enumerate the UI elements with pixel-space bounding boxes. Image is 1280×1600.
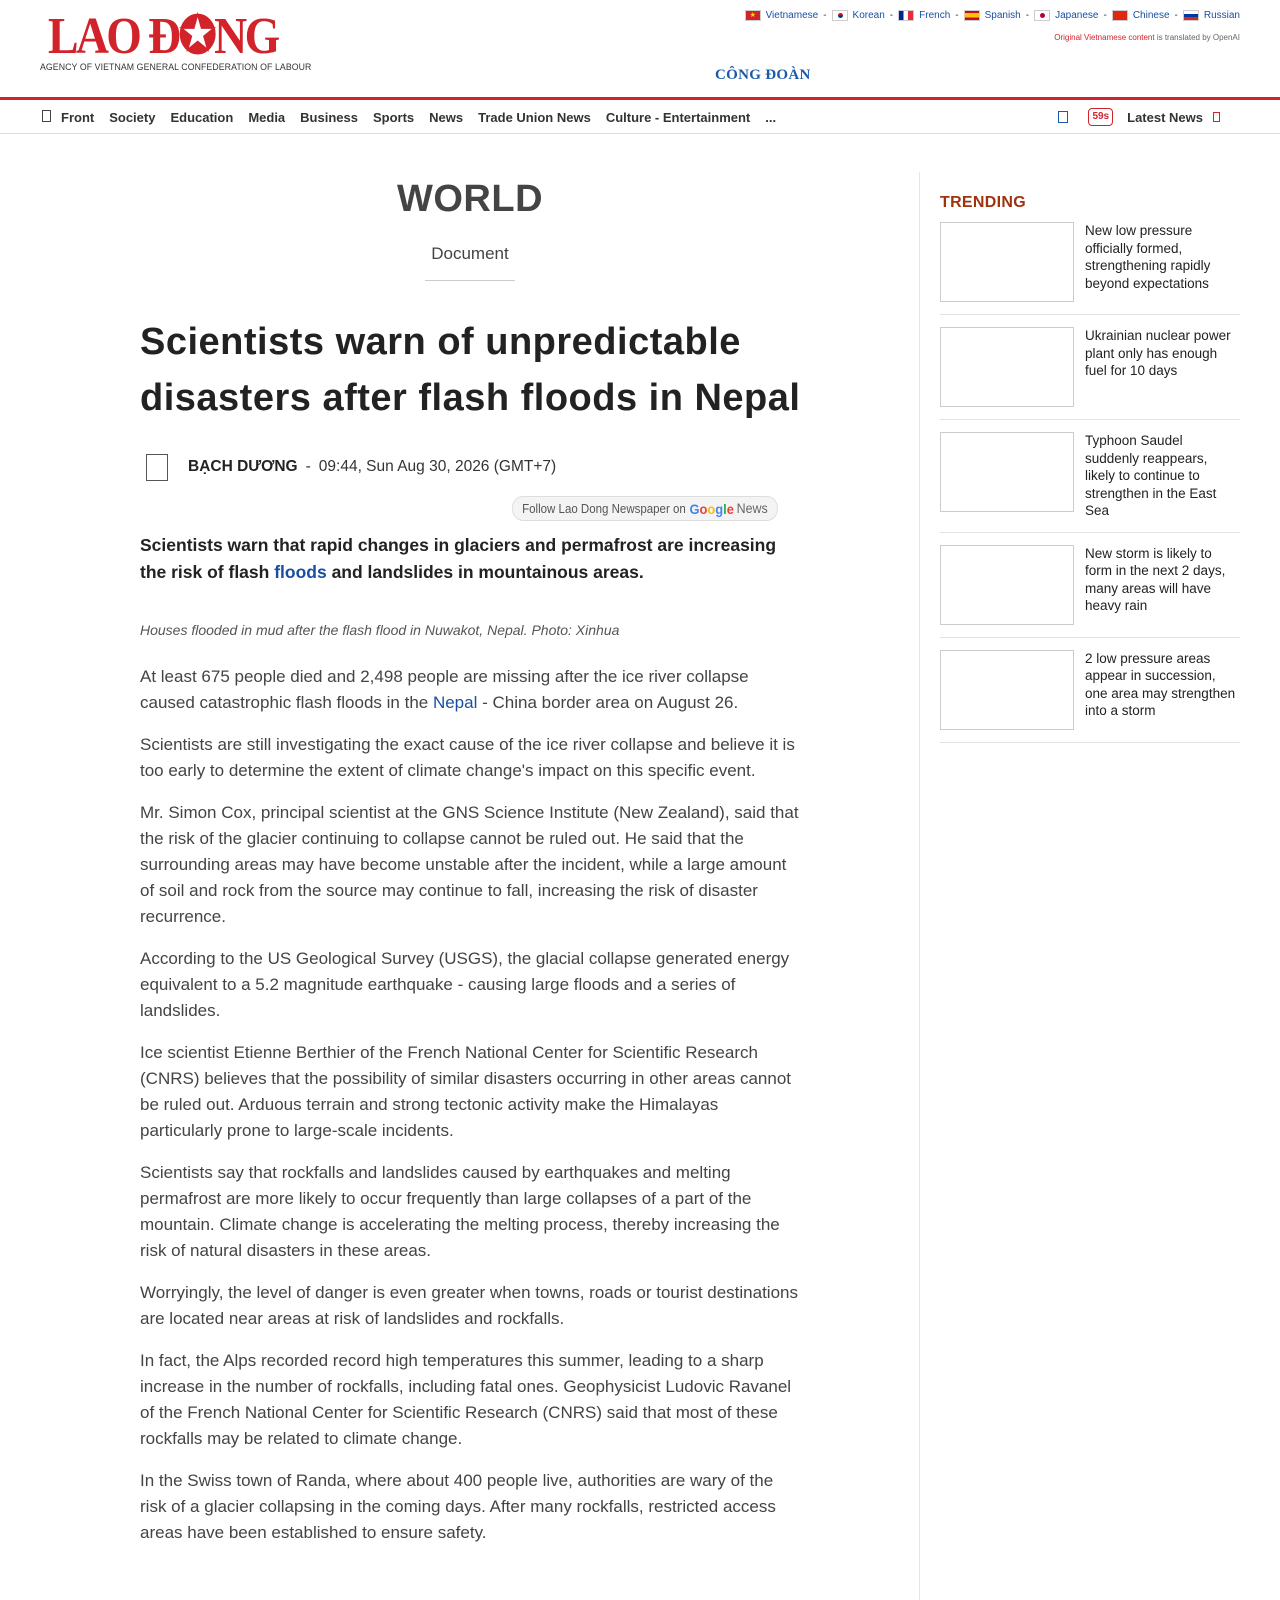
language-switcher: ★ Vietnamese - Korean - French - Spanish - Japanese - Chinese - Russian (745, 10, 1240, 21)
subsection-title[interactable]: Document (431, 244, 509, 263)
trending-thumbnail[interactable] (940, 545, 1074, 625)
trending-thumbnail[interactable] (940, 222, 1074, 302)
sidebar-divider (919, 172, 920, 1600)
nav-item-front[interactable]: Front (61, 109, 95, 125)
timer-badge[interactable]: 59s (1088, 108, 1113, 126)
nav-item-news[interactable]: News (429, 109, 464, 125)
korea-flag-icon (832, 10, 848, 21)
nav-item-media[interactable]: Media (248, 109, 286, 125)
article-summary: Scientists warn that rapid changes in glaciers and permafrost are increasing the risk of flash floods and landslides in mountainous areas. (140, 535, 777, 582)
site-logo[interactable] (40, 8, 312, 74)
star-icon: ✪ (178, 8, 215, 65)
france-flag-icon (898, 10, 914, 21)
trending-title: TRENDING (940, 194, 1026, 211)
trending-item[interactable] (940, 545, 1240, 638)
trending-list (940, 222, 1240, 755)
trending-item[interactable] (940, 222, 1240, 315)
section-divider (425, 280, 515, 281)
home-icon[interactable] (42, 110, 51, 122)
byline: BẠCH DƯƠNG - 09:44, Sun Aug 30, 2026 (GMT+7) (146, 452, 556, 482)
nav-item-trade-union-news[interactable]: Trade Union News (478, 109, 591, 125)
site-header (0, 0, 1280, 98)
trending-item[interactable] (940, 432, 1240, 533)
trending-item-title[interactable]: New low pressure officially formed, strengthening rapidly beyond expectations (1085, 223, 1211, 291)
paragraph: At least 675 people died and 2,498 people are missing after the ice river collapse caused catastrophic flash floods in the Nepal - China border area on August 26. (140, 667, 749, 712)
cong-doan-link[interactable]: CÔNG ĐOÀN (715, 67, 811, 83)
paragraph: Scientists are still investigating the exact cause of the ice river collapse and believe it is too early to determine the extent of climate change's impact on this specific event. (140, 735, 795, 780)
nav-item-culture-entertainment[interactable]: Culture - Entertainment (605, 109, 751, 125)
logo-tagline: AGENCY OF VIETNAM GENERAL CONFEDERATION OF LABOUR (40, 62, 312, 73)
main-nav (0, 100, 1280, 134)
nav-item-society[interactable]: Society (109, 109, 156, 125)
article-body (140, 664, 800, 1562)
paragraph: In fact, the Alps recorded record high temperatures this summer, leading to a sharp increase in the number of rockfalls, including fatal ones. Geophysicist Ludovic Ravanel of the French National Center for Scientific Research (CNRS) said that most of these rockfalls may be related to climate change. (140, 1351, 792, 1448)
trending-item-title[interactable]: New storm is likely to form in the next 2 days, many areas will have heavy rain (1085, 545, 1226, 613)
japan-flag-icon (1034, 10, 1050, 21)
google-news-follow-button[interactable]: Follow Lao Dong Newspaper on Google News (512, 496, 778, 521)
lang-japanese[interactable]: Japanese (1034, 10, 1098, 21)
floods-link[interactable]: floods (274, 562, 327, 582)
lang-spanish[interactable]: Spanish (964, 10, 1021, 21)
paragraph: According to the US Geological Survey (USGS), the glacial collapse generated energy equivalent to a 5.2 magnitude earthquake - causing large floods and a series of landslides. (140, 949, 790, 1020)
paragraph: In the Swiss town of Randa, where about 400 people live, authorities are wary of the risk of a glacier collapsing in the coming days. After many rockfalls, restricted access areas have been established to ensure safety. (140, 1471, 776, 1542)
author-name[interactable]: BẠCH DƯƠNG (188, 458, 298, 475)
latest-news-link[interactable]: Latest News (1127, 109, 1203, 125)
nav-item-education[interactable]: Education (170, 109, 234, 125)
article-headline: Scientists warn of unpredictable disasters after flash floods in Nepal (140, 321, 801, 419)
trending-thumbnail[interactable] (940, 327, 1074, 407)
publish-datetime: 09:44, Sun Aug 30, 2026 (GMT+7) (318, 458, 557, 475)
translation-note: Original Vietnamese content is translated by OpenAI (1054, 33, 1240, 42)
trending-item-title[interactable]: Ukrainian nuclear power plant only has enough fuel for 10 days (1085, 328, 1231, 378)
trending-thumbnail[interactable] (940, 432, 1074, 512)
paragraph: Ice scientist Etienne Berthier of the French National Center for Scientific Research (CNRS) believes that the possibility of similar disasters occurring in other areas cannot be ruled out. Arduous terrain and strong tectonic activity make the Himalayas particularly prone to large-scale incidents. (140, 1043, 791, 1140)
vietnam-flag-icon (745, 10, 761, 21)
logo-wordmark: LAO Đ✪NG (48, 8, 278, 65)
author-avatar[interactable] (146, 454, 168, 481)
spain-flag-icon (964, 10, 980, 21)
original-content-link[interactable]: Original Vietnamese content (1054, 33, 1155, 42)
paragraph: Scientists say that rockfalls and landslides caused by earthquakes and melting permafrost are more likely to occur frequently than large collapses of a part of the mountain. Climate change is accelerating the melting process, thereby increasing the risk of natural disasters in these areas. (140, 1163, 780, 1260)
google-logo: Google (689, 500, 734, 517)
lang-vietnamese[interactable]: ★ Vietnamese (745, 10, 819, 21)
russia-flag-icon (1183, 10, 1199, 21)
lang-korean[interactable]: Korean (832, 10, 885, 21)
lang-french[interactable]: French (898, 10, 950, 21)
image-caption: Houses flooded in mud after the flash flood in Nuwakot, Nepal. Photo: Xinhua (140, 622, 620, 638)
trending-item-title[interactable]: Typhoon Saudel suddenly reappears, likely to continue to strengthen in the East Sea (1085, 433, 1217, 518)
section-title[interactable]: WORLD (396, 178, 544, 220)
trending-thumbnail[interactable] (940, 650, 1074, 730)
nepal-link[interactable]: Nepal (432, 693, 478, 712)
clock-icon[interactable] (1058, 111, 1068, 123)
trending-item[interactable] (940, 327, 1240, 420)
trending-item[interactable] (940, 650, 1240, 743)
nav-item-more[interactable]: ... (765, 109, 777, 125)
bell-icon[interactable] (1213, 112, 1220, 122)
trending-item-title[interactable]: 2 low pressure areas appear in succession, one area may strengthen into a storm (1085, 650, 1236, 718)
paragraph: Mr. Simon Cox, principal scientist at the GNS Science Institute (New Zealand), said that the risk of the glacier continuing to collapse cannot be ruled out. He said that the surrounding areas may have become unstable after the incident, while a large amount of soil and rock from the source may continue to fall, increasing the risk of disaster recurrence. (140, 803, 799, 926)
china-flag-icon (1112, 10, 1128, 21)
paragraph: Worryingly, the level of danger is even greater when towns, roads or tourist destinations are located near areas at risk of landslides and rockfalls. (140, 1283, 798, 1328)
nav-item-sports[interactable]: Sports (372, 109, 415, 125)
lang-chinese[interactable]: Chinese (1112, 10, 1170, 21)
lang-russian[interactable]: Russian (1183, 10, 1240, 21)
nav-item-business[interactable]: Business (300, 109, 358, 125)
